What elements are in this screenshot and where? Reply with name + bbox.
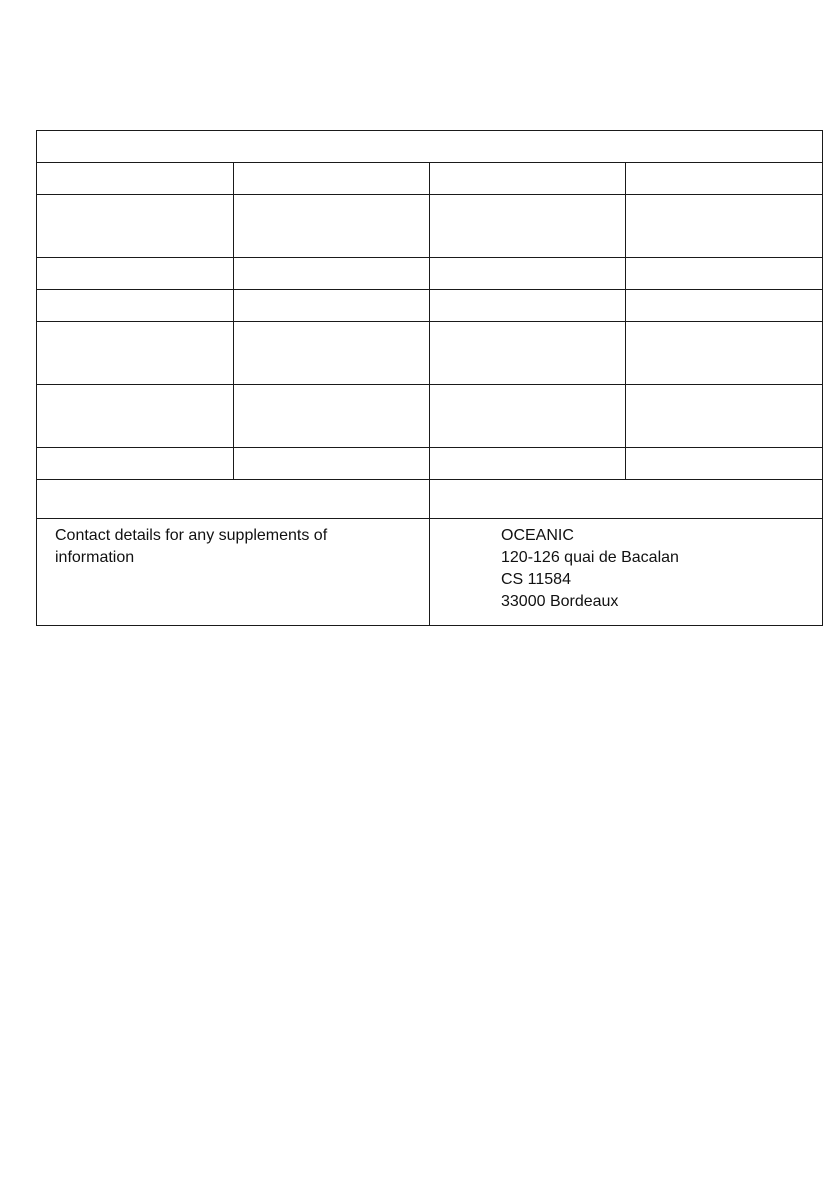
table-cell [234,385,430,448]
table-cell [37,195,234,258]
table-cell [626,385,823,448]
contact-label: Contact details for any supplements of information [55,527,328,566]
information-table [36,130,823,626]
table-cell [430,385,626,448]
table-row [37,163,823,195]
table-cell [626,163,823,195]
table-title-row [37,131,823,163]
table-cell [37,322,234,385]
table-cell [234,322,430,385]
table-cell [234,448,430,480]
table-row [37,385,823,448]
table-cell [430,163,626,195]
address-city: 33000 Bordeaux [501,593,619,610]
table-cell [430,258,626,290]
table-cell [234,258,430,290]
table-cell [626,322,823,385]
table-row [37,195,823,258]
table-cell [37,385,234,448]
table-cell [234,290,430,322]
table-cell [37,163,234,195]
table-row [37,480,823,519]
table-cell [37,290,234,322]
table-cell [626,258,823,290]
table-title-cell [37,131,823,163]
table-cell [626,195,823,258]
table-cell [37,258,234,290]
table-row [37,258,823,290]
address-street: 120-126 quai de Bacalan [501,549,679,566]
table-cell [626,290,823,322]
table-row [37,290,823,322]
contact-row [37,519,823,626]
contact-label-cell [37,519,430,626]
table-cell [430,290,626,322]
table-cell [430,480,823,519]
table-cell [626,448,823,480]
address-organization: OCEANIC [501,527,574,544]
table-cell [37,448,234,480]
table-cell [430,448,626,480]
table-cell [234,195,430,258]
address-postbox: CS 11584 [501,571,571,588]
table-row [37,448,823,480]
table-cell [234,163,430,195]
table-cell [430,322,626,385]
table-cell [430,195,626,258]
table-row [37,322,823,385]
contact-address-cell [430,519,823,626]
table-cell [37,480,430,519]
